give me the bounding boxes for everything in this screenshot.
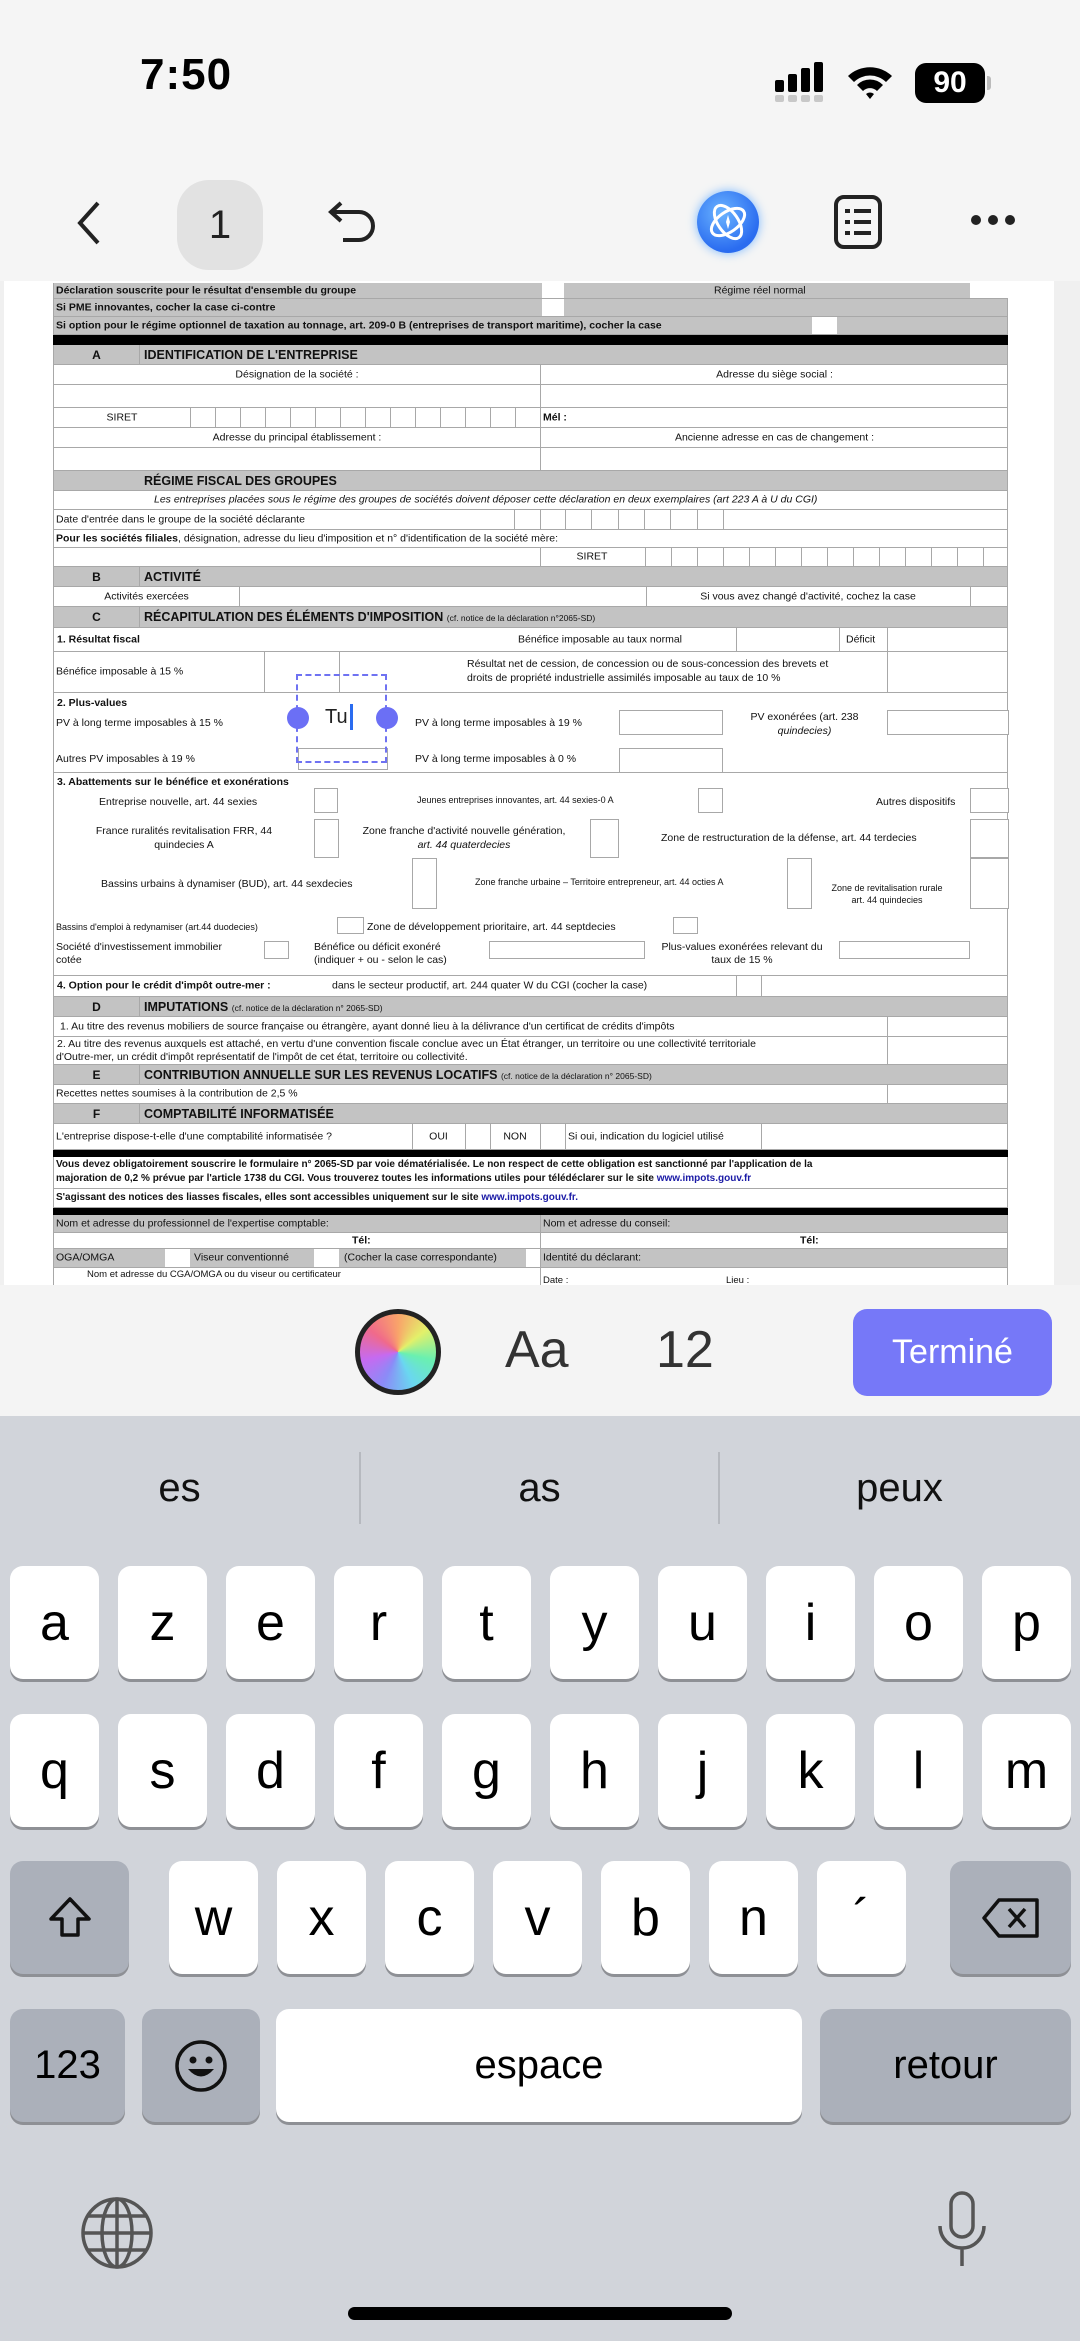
key[interactable]: t [442,1566,531,1679]
form-row-adresse [53,428,1008,448]
back-chevron-icon[interactable] [72,200,106,246]
microphone-icon[interactable] [935,2190,989,2270]
pdf-page [4,281,1054,1285]
field-designation[interactable] [53,385,1008,408]
label-changement: Si vous avez changé d'activité, cochez la case [700,590,916,603]
checkbox-bassins-emploi[interactable] [337,917,364,934]
label-recettes: Recettes nettes soumises à la contribution de 2,5 % [56,1087,298,1100]
checkbox-pme[interactable] [542,299,564,316]
field-adresse[interactable] [53,448,1008,471]
form-row-filiales [53,530,1008,548]
key[interactable]: c [385,1861,474,1974]
checkbox-zfang[interactable] [590,819,619,858]
label-ancienne-adresse: Ancienne adresse en cas de changement : [674,431,875,444]
ai-assistant-button[interactable] [697,191,759,253]
section-letter: A [54,345,140,364]
suggestion-1[interactable]: es [158,1466,201,1510]
label-siic-2: cotée [56,954,82,966]
suggestion-3[interactable]: peux [856,1466,943,1510]
form-row-designation [53,365,1008,385]
notice-line-2: majoration de 0,2 % prévue par l'article 1738 du CGI. Vous trouverez toutes les informations utiles pour télédéclarer sur le site [56,1173,657,1184]
more-options-icon[interactable] [970,212,1016,228]
label-pv-exo-2: quindecies) [777,725,832,737]
document-viewport[interactable] [0,281,1080,1285]
label-oui: OUI [429,1130,448,1143]
label-autres-pv: Autres PV imposables à 19 % [56,753,195,765]
label-tel-expert: Tél: [352,1234,371,1247]
undo-icon[interactable] [325,200,375,246]
globe-icon[interactable] [78,2194,156,2272]
label-compta: L'entreprise dispose-t-elle d'une comptabilité informatisée ? [56,1130,332,1143]
key[interactable]: l [874,1714,963,1827]
label-bud: Bassins urbains à dynamiser (BUD), art. 44 sexdecies [101,878,353,890]
checkbox-zdp[interactable] [673,917,698,934]
label-benefice-normal: Bénéfice imposable au taux normal [518,633,683,646]
form-row-tonnage [53,317,1008,335]
sparkle-icon [697,191,759,253]
key[interactable]: f [334,1714,423,1827]
form-row-d1 [53,1017,1008,1037]
label-adresse-principal: Adresse du principal établissement : [212,431,382,444]
label-abattements: 3. Abattements sur le bénéfice et exonérations [57,776,289,788]
section-title: RÉCAPITULATION DES ÉLÉMENTS D'IMPOSITION [144,610,444,624]
form-row-regime-note [53,491,1008,510]
key[interactable]: m [982,1714,1071,1827]
label-tonnage: Si option pour le régime optionnel de taxation au tonnage, art. 209-0 B (entreprises de transport maritime), cocher la case [56,319,662,332]
field-pv0[interactable] [619,748,723,773]
label-restructuration: Zone de restructuration de la défense, art. 44 terdecies [661,832,917,844]
label-non: NON [503,1130,527,1143]
key[interactable]: k [766,1714,855,1827]
label-jeunes: Jeunes entreprises innovantes, art. 44 sexies-0 A [417,795,614,805]
form-row-oga [53,1249,1008,1268]
notice-liasses [53,1189,1008,1208]
notice-block [53,1157,1008,1189]
checkbox-frr[interactable] [314,819,339,858]
divider [53,335,1008,345]
key[interactable]: u [658,1566,747,1679]
suggestion-2[interactable]: as [518,1466,561,1510]
form-row-date-entree [53,510,1008,530]
label-option: 4. Option pour le crédit d'impôt outre-mer : [57,979,271,992]
label-zfang-1: Zone franche d'activité nouvelle génération, [362,825,566,837]
signal-icon [775,64,825,102]
form-row-tel [53,1233,1008,1249]
label-pv19: PV à long terme imposables à 19 % [415,717,582,729]
checkbox-siic[interactable] [264,941,289,959]
checkbox-zfu[interactable] [787,858,812,909]
label-declaration: Déclaration souscrite pour le résultat d'ensemble du groupe [56,284,357,297]
label-siret: SIRET [106,411,138,424]
field-pv-exo15[interactable] [839,941,970,959]
label-brevets-2: droits de propriété industrielle assimilés imposable au taux de 10 % [467,672,781,684]
label-siret-mere: SIRET [576,550,608,563]
label-benef-exo-1: Bénéfice ou déficit exonéré [314,941,441,953]
notice-line-3: S'agissant des notices des liasses fiscales, elles sont accessibles uniquement sur le site [56,1192,482,1203]
label-cga: Nom et adresse du CGA/OMGA ou du viseur ou certificateur [87,1269,341,1280]
key[interactable]: v [493,1861,582,1974]
battery-indicator: 90 [915,63,985,103]
checkbox-declaration[interactable] [542,283,564,298]
notice-line-1: Vous devez obligatoirement souscrire le formulaire n° 2065-SD par voie dématérialisée. Le non respect de cette obligation est sanctionné par l'application de la [56,1159,813,1170]
form-row-comptabilite [53,1124,1008,1150]
label-brevets-1: Résultat net de cession, de concession ou de sous-concession des brevets et [467,658,829,670]
label-viseur: Viseur conventionné [194,1251,289,1264]
label-oga: OGA/OMGA [56,1251,115,1264]
label-siic-1: Société d'investissement immobilier [56,941,222,953]
key[interactable]: w [169,1861,258,1974]
checkbox-viseur[interactable] [314,1249,339,1267]
section-e-header [53,1065,1008,1085]
section-letter: F [54,1104,140,1123]
form-row-d2 [53,1037,1008,1065]
key[interactable]: j [658,1714,747,1827]
label-zfang-2: art. 44 quaterdecies [417,839,511,851]
label-d2-2: d'Outre-mer, un crédit d'impôt représentatif de l'impôt de cet état, territoire ou collectivité. [56,1051,468,1063]
label-expert: Nom et adresse du professionnel de l'expertise comptable: [56,1217,329,1230]
section-letter: C [54,607,140,627]
section-title: CONTRIBUTION ANNUELLE SUR LES REVENUS LOCATIFS [144,1067,498,1082]
label-activites: Activités exercées [104,590,189,603]
checkbox-restructuration[interactable] [970,819,1009,858]
form-row-siret-mere [53,548,1008,567]
form-block-plus-values [53,693,1008,773]
font-button[interactable]: Aa [505,1321,569,1379]
divider [53,1208,1008,1215]
field-pv-exo[interactable] [887,710,1009,735]
label-pv15: PV à long terme imposables à 15 % [56,717,223,729]
label-resultat-fiscal: 1. Résultat fiscal [57,633,140,646]
section-note: (cf. notice de la déclaration n°2065-SD) [446,613,596,623]
section-title: IDENTIFICATION DE L'ENTREPRISE [144,347,358,362]
resize-handle-left[interactable] [287,707,309,729]
wifi-icon [845,62,895,102]
label-pv-exo-1: PV exonérées (art. 238 [750,711,859,723]
label-siege: Adresse du siège social : [716,368,833,381]
label-plus-values: 2. Plus-values [57,697,128,709]
form-row-resultat [53,628,1008,652]
key[interactable]: z [118,1566,207,1679]
checkbox-oga[interactable] [165,1249,190,1267]
key[interactable]: i [766,1566,855,1679]
numbers-key[interactable]: 123 [10,2009,125,2122]
checkbox-bud[interactable] [412,858,437,909]
label-zrr-2: art. 44 quindecies [851,895,923,905]
form-row-option [53,976,1008,997]
key[interactable]: b [601,1861,690,1974]
label-zfu: Zone franche urbaine – Territoire entrepreneur, art. 44 octies A [475,877,724,887]
key[interactable]: h [550,1714,639,1827]
status-time: 7:50 [140,50,233,99]
label-frr-1: France ruralités revitalisation FRR, 44 [95,825,273,837]
shift-icon [47,1895,93,1941]
key[interactable]: e [226,1566,315,1679]
list-icon[interactable] [833,194,883,250]
label-zdp: Zone de développement prioritaire, art. 44 septdecies [367,921,616,933]
label-regime-reel: Régime réel normal [714,284,806,297]
section-title: COMPTABILITÉ INFORMATISÉE [144,1106,334,1121]
label-pme: Si PME innovantes, cocher la case ci-contre [56,301,276,314]
backspace-icon [981,1896,1041,1940]
color-picker-button[interactable] [355,1309,441,1395]
label-benefice-15: Bénéfice imposable à 15 % [56,665,184,678]
label-deficit: Déficit [846,633,876,646]
label-pv-exo15-1: Plus-values exonérées relevant du [661,941,823,953]
font-size-button[interactable]: 12 [656,1321,714,1379]
done-button[interactable]: Terminé [853,1309,1052,1396]
resize-handle-right[interactable] [376,707,398,729]
key[interactable]: d [226,1714,315,1827]
form-row-pme [53,299,1008,317]
field-benef-exo[interactable] [489,941,645,959]
label-designation: Désignation de la société : [235,368,359,381]
key[interactable]: n [709,1861,798,1974]
section-title: IMPUTATIONS [144,999,229,1014]
key[interactable]: p [982,1566,1071,1679]
key[interactable]: x [277,1861,366,1974]
label-autres-dispositifs: Autres dispositifs [876,796,956,808]
checkbox-jeunes[interactable] [698,788,723,813]
label-frr-2: quindecies A [154,839,214,851]
key[interactable]: g [442,1714,531,1827]
label-entreprise-nouvelle: Entreprise nouvelle, art. 44 sexies [99,796,258,808]
key[interactable]: s [118,1714,207,1827]
form-row-siret [53,408,1008,428]
form-row-recettes [53,1085,1008,1104]
divider [53,1150,1008,1157]
label-option-text: dans le secteur productif, art. 244 quater W du CGI (cocher la case) [332,979,648,992]
checkbox-regime-reel[interactable] [970,283,1008,298]
page-number-button[interactable]: 1 [177,180,263,270]
return-key[interactable]: retour [820,2009,1071,2122]
emoji-key[interactable] [142,2009,260,2122]
label-filiales-bold: Pour les sociétés filiales [56,532,178,545]
key[interactable]: ´ [817,1861,906,1974]
checkbox-tonnage[interactable] [812,317,837,334]
impots-link-2[interactable]: www.impots.gouv.fr. [481,1192,579,1203]
home-indicator[interactable] [348,2307,732,2320]
label-cocher: (Cocher la case correspondante) [344,1251,497,1264]
label-lieu: Lieu : [726,1275,750,1285]
key[interactable]: a [10,1566,99,1679]
label-mel: Mél : [543,411,567,424]
label-zrr-1: Zone de revitalisation rurale [831,883,943,893]
section-c-header [53,607,1008,628]
form-row-activites [53,587,1008,607]
form-row-declaration [53,283,1008,299]
label-bassins-emploi: Bassins d'emploi à redynamiser (art.44 duodecies) [56,922,258,932]
checkbox-entreprise-nouvelle[interactable] [314,788,338,813]
battery-tip [987,76,991,90]
form-block-abattements [53,773,1008,976]
label-tel-conseil: Tél: [800,1234,819,1247]
label-identite: Identité du déclarant: [543,1251,642,1264]
label-d1: 1. Au titre des revenus mobiliers de source française ou étrangère, ayant donné lieu à la délivrance d'un certificat de crédits d'impôts [60,1020,675,1033]
label-conseil: Nom et adresse du conseil: [543,1217,671,1230]
field-pv19[interactable] [619,710,723,735]
label-filiales: , désignation, adresse du lieu d'imposition et n° d'identification de la société mère: [177,532,558,545]
checkbox-zrr[interactable] [970,858,1009,909]
section-d-header [53,997,1008,1017]
section-letter: D [54,997,140,1016]
label-d2-1: 2. Au titre des revenus auxquels est attaché, en vertu d'une convention fiscale conclue avec un État étranger, un territoire ou une collectivité territoriale [57,1038,756,1050]
space-key[interactable]: espace [276,2009,802,2122]
section-note: (cf. notice de la déclaration n° 2065-SD) [231,1002,383,1013]
section-letter: B [54,567,140,586]
regime-note: Les entreprises placées sous le régime des groupes de sociétés doivent déposer cette déclaration en deux exemplaires (art 223 A à U du CGI) [154,493,818,506]
delete-key[interactable] [950,1861,1071,1974]
checkbox-autres[interactable] [970,788,1009,813]
label-pv-exo15-2: taux de 15 % [711,954,773,966]
impots-link[interactable]: www.impots.gouv.fr [656,1173,752,1184]
form-row-cga [53,1268,1008,1285]
label-pv0: PV à long terme imposables à 0 % [415,753,577,765]
section-title: ACTIVITÉ [144,569,201,584]
section-letter: E [54,1065,140,1084]
key[interactable]: y [550,1566,639,1679]
label-date: Date : [543,1275,569,1285]
section-title: RÉGIME FISCAL DES GROUPES [144,473,337,488]
emoji-icon [173,2038,229,2094]
key[interactable]: o [874,1566,963,1679]
section-f-header [53,1104,1008,1124]
key[interactable]: r [334,1566,423,1679]
label-logiciel: Si oui, indication du logiciel utilisé [568,1130,724,1143]
label-date-entree: Date d'entrée dans le groupe de la société déclarante [56,513,305,526]
section-a-header [53,345,1008,365]
form-row-expert [53,1215,1008,1233]
section-b-header [53,567,1008,587]
section-note: (cf. notice de la déclaration n° 2065-SD) [500,1070,652,1081]
form-row-benefice-15 [53,652,1008,693]
regime-header [53,471,1008,491]
shift-key[interactable] [10,1861,129,1974]
text-cursor [350,704,353,730]
text-annotation-content[interactable]: Tu [325,706,348,728]
key[interactable]: q [10,1714,99,1827]
label-benef-exo-2: (indiquer + ou - selon le cas) [314,954,447,966]
